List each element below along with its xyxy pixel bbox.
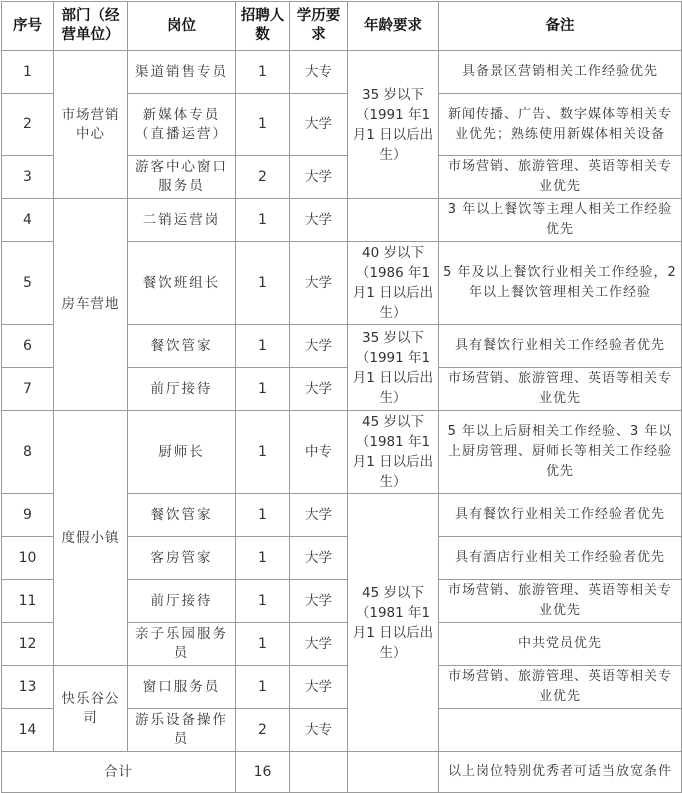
education-cell: 大学 bbox=[290, 94, 348, 156]
remarks-cell bbox=[439, 709, 682, 752]
position-cell: 二销运营岗 bbox=[128, 199, 236, 242]
education-cell: 大学 bbox=[290, 623, 348, 666]
education-cell: 大学 bbox=[290, 156, 348, 199]
table-row bbox=[2, 199, 682, 242]
remarks-cell: 具有餐饮行业相关工作经验者优先 bbox=[439, 325, 682, 368]
department-cell: 快乐谷公司 bbox=[54, 666, 128, 752]
count-cell: 1 bbox=[236, 494, 290, 537]
row-index: 1 bbox=[2, 51, 54, 94]
position-cell: 客房管家 bbox=[128, 537, 236, 580]
remarks-cell: 5 年以上后厨相关工作经验、3 年以上厨房管理、厨师长等相关工作经验优先 bbox=[439, 411, 682, 494]
education-cell: 大学 bbox=[290, 242, 348, 325]
header-remarks: 备注 bbox=[439, 2, 682, 51]
row-index: 14 bbox=[2, 709, 54, 752]
education-cell: 大专 bbox=[290, 709, 348, 752]
count-cell: 1 bbox=[236, 666, 290, 709]
age-cell: 35 岁以下（1991 年1 月1 日以后出生） bbox=[348, 51, 439, 199]
header-department: 部门（经营单位） bbox=[54, 2, 128, 51]
remarks-cell: 市场营销、旅游管理、英语等相关专业优先 bbox=[439, 666, 682, 709]
remarks-cell: 市场营销、旅游管理、英语等相关专业优先 bbox=[439, 580, 682, 623]
row-index: 12 bbox=[2, 623, 54, 666]
department-cell: 房车营地 bbox=[54, 199, 128, 411]
remarks-cell: 3 年以上餐饮等主理人相关工作经验优先 bbox=[439, 199, 682, 242]
education-cell: 大专 bbox=[290, 51, 348, 94]
row-index: 4 bbox=[2, 199, 54, 242]
position-cell: 餐饮班组长 bbox=[128, 242, 236, 325]
position-cell: 厨师长 bbox=[128, 411, 236, 494]
age-cell: 45 岁以下（1981 年1 月1 日以后出生） bbox=[348, 494, 439, 752]
education-cell: 中专 bbox=[290, 411, 348, 494]
row-index: 5 bbox=[2, 242, 54, 325]
count-cell: 1 bbox=[236, 537, 290, 580]
header-index: 序号 bbox=[2, 2, 54, 51]
count-cell: 1 bbox=[236, 623, 290, 666]
total-row bbox=[2, 752, 682, 793]
count-cell: 2 bbox=[236, 156, 290, 199]
position-cell: 窗口服务员 bbox=[128, 666, 236, 709]
header-education: 学历要求 bbox=[290, 2, 348, 51]
count-cell: 1 bbox=[236, 580, 290, 623]
row-index: 2 bbox=[2, 94, 54, 156]
row-index: 9 bbox=[2, 494, 54, 537]
table-row bbox=[2, 666, 682, 709]
education-cell: 大学 bbox=[290, 537, 348, 580]
education-cell: 大学 bbox=[290, 666, 348, 709]
total-count: 16 bbox=[236, 752, 290, 793]
position-cell: 亲子乐园服务员 bbox=[128, 623, 236, 666]
education-cell: 大学 bbox=[290, 494, 348, 537]
count-cell: 1 bbox=[236, 51, 290, 94]
count-cell: 1 bbox=[236, 368, 290, 411]
table-row bbox=[2, 411, 682, 494]
header-count: 招聘人数 bbox=[236, 2, 290, 51]
row-index: 11 bbox=[2, 580, 54, 623]
row-index: 7 bbox=[2, 368, 54, 411]
position-cell: 餐饮管家 bbox=[128, 325, 236, 368]
department-cell: 市场营销中心 bbox=[54, 51, 128, 199]
position-cell: 新媒体专员（直播运营） bbox=[128, 94, 236, 156]
age-cell: 45 岁以下（1981 年1 月1 日以后出生） bbox=[348, 411, 439, 494]
remarks-cell: 新闻传播、广告、数字媒体等相关专业优先；熟练使用新媒体相关设备 bbox=[439, 94, 682, 156]
total-education-empty bbox=[290, 752, 348, 793]
row-index: 8 bbox=[2, 411, 54, 494]
row-index: 13 bbox=[2, 666, 54, 709]
education-cell: 大学 bbox=[290, 199, 348, 242]
education-cell: 大学 bbox=[290, 368, 348, 411]
remarks-cell: 市场营销、旅游管理、英语等相关专业优先 bbox=[439, 156, 682, 199]
position-cell: 前厅接待 bbox=[128, 368, 236, 411]
age-cell: 35 岁以下（1991 年1 月1 日以后出生） bbox=[348, 325, 439, 411]
count-cell: 1 bbox=[236, 411, 290, 494]
row-index: 10 bbox=[2, 537, 54, 580]
count-cell: 1 bbox=[236, 94, 290, 156]
remarks-cell: 5 年及以上餐饮行业相关工作经验，2 年以上餐饮管理相关工作经验 bbox=[439, 242, 682, 325]
table-row bbox=[2, 51, 682, 94]
remarks-cell: 具备景区营销相关工作经验优先 bbox=[439, 51, 682, 94]
count-cell: 1 bbox=[236, 242, 290, 325]
total-age-empty bbox=[348, 752, 439, 793]
recruitment-table bbox=[1, 1, 682, 793]
total-label: 合计 bbox=[2, 752, 236, 793]
position-cell: 餐饮管家 bbox=[128, 494, 236, 537]
position-cell: 渠道销售专员 bbox=[128, 51, 236, 94]
position-cell: 前厅接待 bbox=[128, 580, 236, 623]
remarks-cell: 具有酒店行业相关工作经验者优先 bbox=[439, 537, 682, 580]
remarks-cell: 具有餐饮行业相关工作经验者优先 bbox=[439, 494, 682, 537]
position-cell: 游乐设备操作员 bbox=[128, 709, 236, 752]
position-cell: 游客中心窗口服务员 bbox=[128, 156, 236, 199]
header-age: 年龄要求 bbox=[348, 2, 439, 51]
total-remarks: 以上岗位特别优秀者可适当放宽条件 bbox=[439, 752, 682, 793]
department-cell: 度假小镇 bbox=[54, 411, 128, 666]
count-cell: 1 bbox=[236, 199, 290, 242]
age-cell: 40 岁以下（1986 年1 月1 日以后出生） bbox=[348, 242, 439, 325]
row-index: 3 bbox=[2, 156, 54, 199]
header-position: 岗位 bbox=[128, 2, 236, 51]
header-row bbox=[2, 2, 682, 51]
age-cell-empty bbox=[348, 199, 439, 242]
education-cell: 大学 bbox=[290, 580, 348, 623]
remarks-cell: 市场营销、旅游管理、英语等相关专业优先 bbox=[439, 368, 682, 411]
row-index: 6 bbox=[2, 325, 54, 368]
count-cell: 1 bbox=[236, 325, 290, 368]
education-cell: 大学 bbox=[290, 325, 348, 368]
count-cell: 2 bbox=[236, 709, 290, 752]
remarks-cell: 中共党员优先 bbox=[439, 623, 682, 666]
